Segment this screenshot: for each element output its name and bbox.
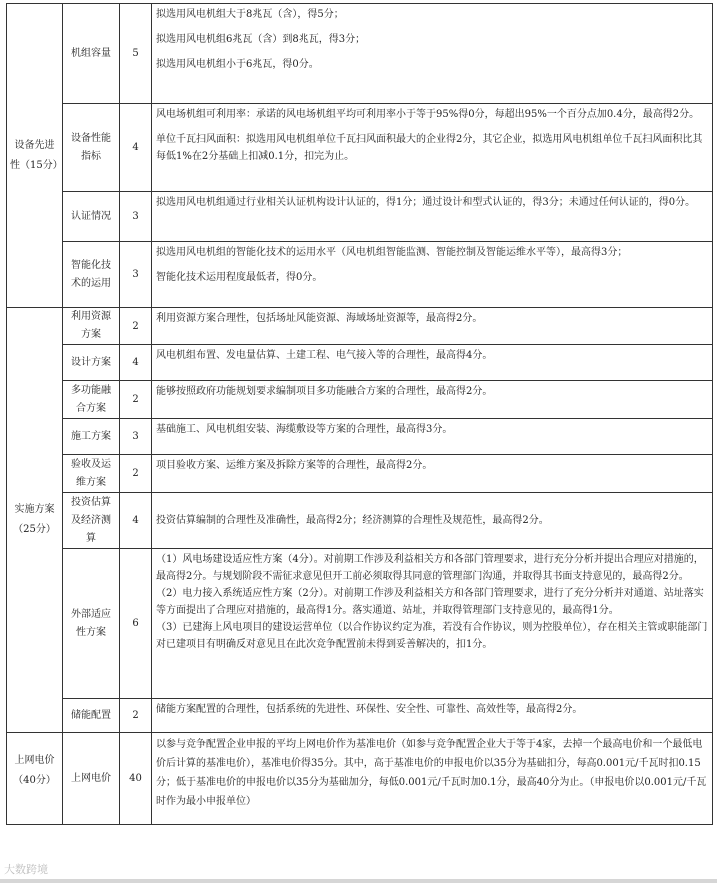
table-row (7, 308, 713, 345)
description-cell (152, 419, 713, 455)
item-cell: 施工方案 (63, 419, 120, 455)
table-row (7, 699, 713, 733)
points-cell: 2 (120, 308, 152, 345)
category-cell: 实施方案（25分） (7, 308, 63, 733)
points-cell: 2 (120, 699, 152, 733)
desc-line: 以参与竞争配置企业申报的平均上网电价作为基准电价（如参与竞争配置企业大于等于4家，去掉一个最高电价和一个最低电价后计算的基准电价），基准电价得35分。其中，高于基准电价的申报电价以35分为基础扣分，每高0.001元/千瓦时扣0.15分；低于基准电价的申报电价以35分为基础加分，每低0.001元/千瓦时加0.1分，最高40分为止。（申报电价以0.001元/千瓦时作为最小申报单位） (156, 739, 707, 807)
desc-line: 拟选用风电机组的智能化技术的运用水平（风电机组智能监测、智能控制及智能运维水平等），最高得3分； (156, 247, 628, 258)
desc-line: 投资估算编制的合理性及准确性，最高得2分；经济测算的合理性及规范性，最高得2分。 (156, 515, 549, 526)
points-cell: 40 (120, 733, 152, 825)
desc-line: 利用资源方案合理性，包括场址风能资源、海域场址资源等，最高得2分。 (156, 313, 483, 324)
description-cell (152, 493, 713, 549)
points-cell: 4 (120, 493, 152, 549)
desc-line: （2）电力接入系统适应性方案（2分）。对前期工作涉及利益相关方和各部门管理要求，进行了充分分析并对通道、站址落实等方面提出了合理应对措施的，最高得1分。落实通道、站址，并取得管理部门支持意见的，最高得1分。 (156, 588, 704, 616)
points-cell: 5 (120, 4, 152, 104)
item-cell: 机组容量 (63, 4, 120, 104)
points-cell: 3 (120, 419, 152, 455)
category-cell: 上网电价（40分） (7, 733, 63, 825)
description-cell (152, 192, 713, 242)
desc-line: 项目验收方案、运维方案及拆除方案等的合理性，最高得2分。 (156, 460, 433, 471)
table-row (7, 733, 713, 825)
item-cell: 外部适应性方案 (63, 549, 120, 699)
desc-line: 能够按照政府功能规划要求编制项目多功能融合方案的合理性，最高得2分。 (156, 386, 493, 397)
points-cell: 2 (120, 381, 152, 419)
item-cell: 认证情况 (63, 192, 120, 242)
desc-line: 拟选用风电机组通过行业相关认证机构设计认证的，得1分；通过设计和型式认证的，得3分；未通过任何认证的，得0分。 (156, 197, 696, 208)
item-cell: 投资估算及经济测算 (63, 493, 120, 549)
points-cell: 4 (120, 104, 152, 192)
points-cell: 6 (120, 549, 152, 699)
points-cell: 4 (120, 345, 152, 381)
desc-line: 智能化技术运用程度最低者，得0分。 (156, 272, 323, 283)
points-cell: 3 (120, 192, 152, 242)
description-cell (152, 104, 713, 192)
desc-line: 拟选用风电机组6兆瓦（含）到8兆瓦，得3分； (156, 34, 366, 45)
table-row (7, 242, 713, 308)
desc-line: 基础施工、风电机组安装、海缆敷设等方案的合理性，最高得3分。 (156, 424, 453, 435)
table-row (7, 104, 713, 192)
description-cell (152, 455, 713, 493)
table-row (7, 192, 713, 242)
bottom-bar (0, 879, 717, 883)
watermark-logo: 大数跨境 (4, 863, 48, 876)
description-cell (152, 733, 713, 825)
description-cell (152, 699, 713, 733)
table-row (7, 345, 713, 381)
desc-line: 拟选用风电机组小于6兆瓦，得0分。 (156, 59, 319, 70)
item-cell: 利用资源方案 (63, 308, 120, 345)
desc-line: 单位千瓦扫风面积：拟选用风电机组单位千瓦扫风面积最大的企业得2分，其它企业，拟选用风电机组单位千瓦扫风面积比其每低1%在2分基础上扣减0.1分，扣完为止。 (156, 134, 703, 162)
table-row (7, 4, 713, 104)
item-cell: 智能化技术的运用 (63, 242, 120, 308)
table-row (7, 419, 713, 455)
description-cell (152, 242, 713, 308)
item-cell: 设备性能指标 (63, 104, 120, 192)
item-cell: 多功能融合方案 (63, 381, 120, 419)
desc-line: 风电场机组可利用率：承诺的风电场机组平均可利用率小于等于95%得0分，每超出95%一个百分点加0.4分，最高得2分。 (156, 109, 700, 120)
table-row (7, 381, 713, 419)
category-cell: 设备先进性（15分） (7, 4, 63, 308)
table-row (7, 493, 713, 549)
item-cell: 设计方案 (63, 345, 120, 381)
item-cell: 上网电价 (63, 733, 120, 825)
table-row (7, 455, 713, 493)
desc-line: 拟选用风电机组大于8兆瓦（含），得5分； (156, 9, 344, 20)
desc-line: （3）已建海上风电项目的建设运营单位（以合作协议约定为准，若没有合作协议，则为控股单位），存在相关主管或职能部门对已建项目有明确反对意见且在此次竞争配置前未得到妥善解决的，扣1分。 (156, 622, 708, 650)
item-cell: 储能配置 (63, 699, 120, 733)
desc-line: 风电机组布置、发电量估算、土建工程、电气接入等的合理性，最高得4分。 (156, 350, 493, 361)
description-cell (152, 381, 713, 419)
desc-line: 储能方案配置的合理性，包括系统的先进性、环保性、安全性、可靠性、高效性等，最高得2分。 (156, 704, 583, 715)
points-cell: 2 (120, 455, 152, 493)
item-cell: 验收及运维方案 (63, 455, 120, 493)
desc-line: （1）风电场建设适应性方案（4分）。对前期工作涉及利益相关方和各部门管理要求，进行充分分析并提出合理应对措施的，最高得2分。与规划阶段不需征求意见但开工前必须取得其同意的管理部门沟通，并取得其书面支持意见的，最高得2分。 (156, 554, 704, 582)
points-cell: 3 (120, 242, 152, 308)
description-cell (152, 345, 713, 381)
description-cell (152, 308, 713, 345)
description-cell (152, 4, 713, 104)
description-cell (152, 549, 713, 699)
scoring-table (6, 3, 713, 825)
table-row (7, 549, 713, 699)
